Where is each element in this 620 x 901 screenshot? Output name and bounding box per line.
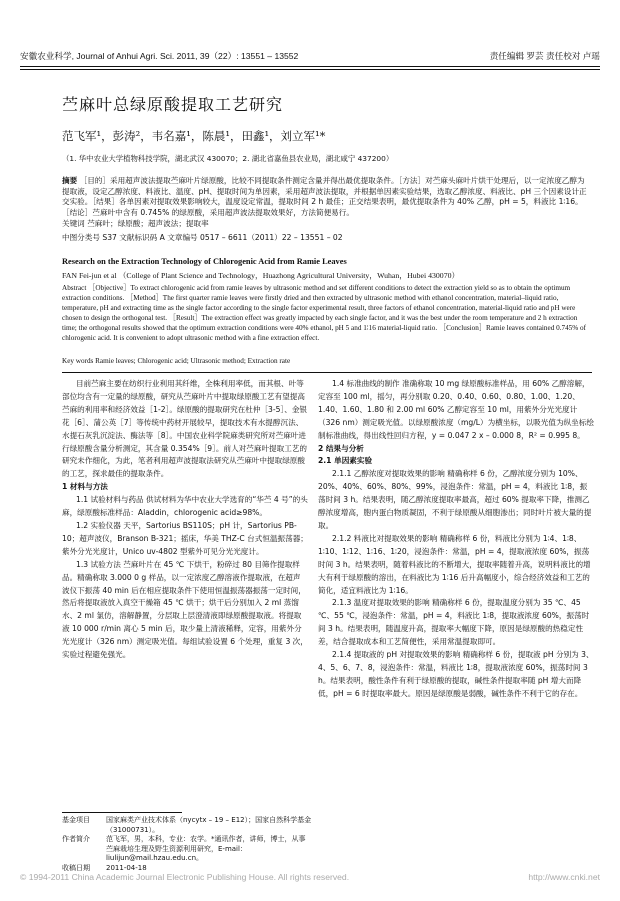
title-en: Research on the Extraction Technology of Chlorogenic Acid from Ramie Leaves: [62, 257, 347, 266]
abstract-en: Abstract ［Objective］To extract chlorogenic acid from ramie leaves by ultrasonic method and set different conditions to detect the extraction yield so as to obtain the optimum extraction conditions. ［Method］The first quarter ramie leaves were firstly dried and then extracted by ultrasonic method with ethanol concentration, material–liquid ratio, temperature, pH and extracting time as the single factor according to the single factor experimental result, three factors of ethanol concentration, material-liquid ratio and pH were chosen to design the orthogonal test. ［Result］The extraction effect was greatly impacted by each single factor, and it was the best under the room temperature and 2 h extraction time; the orthogonal results showed that the optimum extraction conditions were 40% ethanol, pH 5 and 1∶16 material-liquid ratio. ［Conclusion］Ramie leaves contained 0.745% of chlorogenic acid. It is convenient to adopt ultrasonic method with a fine extraction effect.: [62, 284, 587, 342]
footnote: [62, 816, 312, 874]
section-paragraph: 1.1 试验材料与药品 供试材料为华中农业大学选育的“华苎 4 号”的头麻，绿原酸标准样品：Aladdin，chlorogenic acid≥98%。: [62, 495, 308, 518]
intro-paragraph: 目前苎麻主要在纺织行业利用其纤维，全株利用率低，而其根、叶等部位均含有一定量的绿原酸，研究从苎麻叶片中提取绿原酸工艺有望提高苎麻的利用率和经济效益［1-2］。绿原酸的提取研究在杜仲［3-5］、金银花［6］、蒲公英［7］等传统中药材开展较早，提取技术有水提醇沉法、水提石灰乳沉淀法、酶法等［8］。中国农业科学院麻类研究所对苎麻叶进行绿原酸含量分析测定，其含量 0.354%［9］。前人对苎麻叶提取工艺的研究未作细化，为此，笔者利用超声波提取法研究从苎麻叶中提取绿原酸的工艺，探求最佳的提取条件。: [62, 379, 308, 479]
author-bio-text: 范飞军，男，本科，专业：农学。*通讯作者，讲师，博士，从事苎麻栽培生理及野生资源利用研究，E-mail：liulijun@mail.hzau.edu.cn。: [106, 835, 306, 863]
section-heading: 2 结果与分析: [318, 443, 364, 453]
section-paragraph: 1.2 实验仪器 天平，Sartorius BS110S；pH 计，Sartorius PB-10；超声波仪，Branson B-321；摇床，华美 THZ-C 台式恒温振荡器；紫外分光光度计，Unico uv-4802 型紫外可见分光光度计。: [62, 520, 308, 556]
keywords-en: Key words Ramie leaves; Chlorogenic acid; Ultrasonic method; Extraction rate: [62, 357, 291, 365]
source-link[interactable]: http://www.cnki.net: [528, 872, 600, 882]
abstract-cn-text: ［目的］采用超声波法提取苎麻叶片绿原酸，比较不同提取条件测定含量并得出最优提取条件。［方法］对苎麻头麻叶片烘干处理后，以一定浓度乙醇为提取液，设定乙醇浓度、料液比、温度、pH、提取时间为单因素，采用超声波法提取，并根据单因素实验结果，选取乙醇浓度、料液比、pH 三个因素设计正交实验。［结果］各单因素对提取效果影响较大，温度设定常温，提取时间 2 h 最佳；正交结果表明，最优提取条件为 40% 乙醇，pH = 5，料液比 1∶16。［结论］苎麻叶中含有 0.745% 的绿原酸，采用超声波法提取效果好，方法简便易行。: [62, 176, 587, 217]
paper-title: 苎麻叶总绿原酸提取工艺研究: [62, 95, 284, 114]
left-column: [62, 378, 308, 662]
copyright-notice: © 1994-2011 China Academic Journal Electronic Publishing House. All rights reserved.: [20, 872, 350, 882]
subsection-heading: 2.1 单因素实验: [318, 456, 373, 466]
section-paragraph: 2.1.4 提取液的 pH 对提取效果的影响 精确称样 6 份，提取液 pH 分别为 3、4、5、6、7、8，浸泡条件：常温，料液比 1∶8，提取液浓度 60%，振荡时间 3 h。结果表明，酸性条件有利于绿原酸的提取，碱性条件提取率随 pH 增大而降低，pH = 6 时提取率最大。原因是绿原酸是弱酸，碱性条件不利于它的存在。: [318, 650, 594, 698]
author-list: 范飞军¹，彭涛²，韦名嘉¹，陈晨¹，田鑫¹，刘立军¹*: [62, 129, 326, 143]
abstract-cn: [62, 176, 592, 218]
authors-en: FAN Fei-jun et al （College of Plant Science and Technology，Huazhong Agricultural University，Wuhan，Hubei 430070）: [62, 271, 460, 280]
header-rule-thin: [20, 69, 600, 70]
keywords-cn: 关键词 苎麻叶；绿原酸；超声波法；提取率: [62, 219, 209, 228]
journal-citation: 安徽农业科学, Journal of Anhui Agri. Sci. 2011, 39（22）: 13551 – 13552: [20, 51, 299, 61]
running-header: [20, 50, 600, 64]
fund-text: 国家麻类产业技术体系（nycytx – 19 – E12）；国家自然科学基金（31000731）。: [106, 816, 312, 834]
classification-line: 中图分类号 S37 文献标识码 A 文章编号 0517 – 6611（2011）22 – 13551 – 02: [62, 233, 343, 242]
section-paragraph: 1.4 标准曲线的制作 准确称取 10 mg 绿原酸标准样品，用 60% 乙醇溶解，定容至 100 ml，摇匀，再分别取 0.20、0.40、0.60、0.80、1.00、1.20、1.40、1.60、1.80 和 2.00 ml 60% 乙醇定容至 10 ml，用紫外分光光度计（326 nm）测定吸光值。以绿原酸浓度（mg/L）为横坐标，以吸光值为纵坐标绘制标准曲线，得出线性回归方程，y = 0.047 2 x – 0.000 8，R² = 0.995 8。: [318, 379, 594, 440]
section-paragraph: 2.1.2 料液比对提取效果的影响 精确称样 6 份，料液比分别为 1∶4、1∶8、1∶10、1∶12、1∶16、1∶20，浸泡条件：常温，pH = 4，提取液浓度 60%，振荡时间 3 h。结果表明，随着料液比的不断增大，提取率随着升高，说明料液比的增大有利于绿原酸的溶出，在料液比为 1∶16 后升高幅度小，综合经济效益和工艺的简化，适宜料液比为 1∶16。: [318, 533, 591, 595]
section-paragraph: 2.1.3 温度对提取效果的影响 精确称样 6 份，提取温度分别为 35 ℃、45 ℃、55 ℃，浸泡条件：常温，pH = 4，料液比 1∶8，提取液浓度 60%，振荡时间 3 h。结果表明，随温度升高，提取率大幅度下降，原因是绿原酸的热稳定性差，结合提取成本和工艺简便性，采用常温提取即可。: [318, 598, 590, 647]
section-paragraph: 2.1.1 乙醇浓度对提取效果的影响 精确称样 6 份，乙醇浓度分别为 10%、20%、40%、60%、80%、99%，浸泡条件：常温，pH = 4，料液比 1∶8，振荡时间 3 h。结果表明，随乙醇浓度提取率最高，超过 60% 提取率下降，推测乙醇浓度增高，胞内蛋白物质凝固，不利于绿原酸从细胞渗出；同时叶片被大量的提取。: [318, 469, 592, 530]
page-footer: [20, 872, 600, 886]
section-heading: 1 材料与方法: [62, 482, 108, 492]
abstract-rule: [62, 372, 592, 373]
received-date-label: 收稿日期: [62, 863, 90, 872]
section-paragraph: 1.3 试验方法 苎麻叶片在 45 ℃ 下烘干，粉碎过 80 目筛作提取样品。精确称取 3.000 0 g 样品，以一定浓度乙醇溶液作提取液，在超声波仪下振荡 40 min 后在相应提取条件下使用恒温振荡器振荡一定时间，然后将提取液放入真空干燥箱 45 ℃ 烘干；烘干后分别加入 2 ml 蒸馏水、2 ml 氯仿，溶解静置，分层取上层澄清液即绿原酸提取液。将提取液 10 000 r/min 离心 5 min 后，取少量上清液稀释，定容，用紫外分光光度计（326 nm）测定吸光值。每组试验设置 6 个处理，重复 3 次，实验过程避免强光。: [62, 559, 308, 660]
fund-label: 基金项目: [62, 816, 90, 824]
affiliation: （1. 华中农业大学植物科技学院，湖北武汉 430070；2. 湖北省嘉鱼县农业局，湖北咸宁 437200）: [62, 154, 394, 163]
abstract-label: 摘要: [62, 176, 78, 185]
header-rule: [20, 66, 600, 67]
received-date: 2011-04-18: [106, 863, 147, 872]
editor-credits: 责任编辑 罗芸 责任校对 卢瑶: [489, 51, 600, 61]
footnote-rule: [62, 812, 182, 813]
author-bio-label: 作者简介: [62, 835, 90, 844]
right-column: [318, 378, 594, 701]
